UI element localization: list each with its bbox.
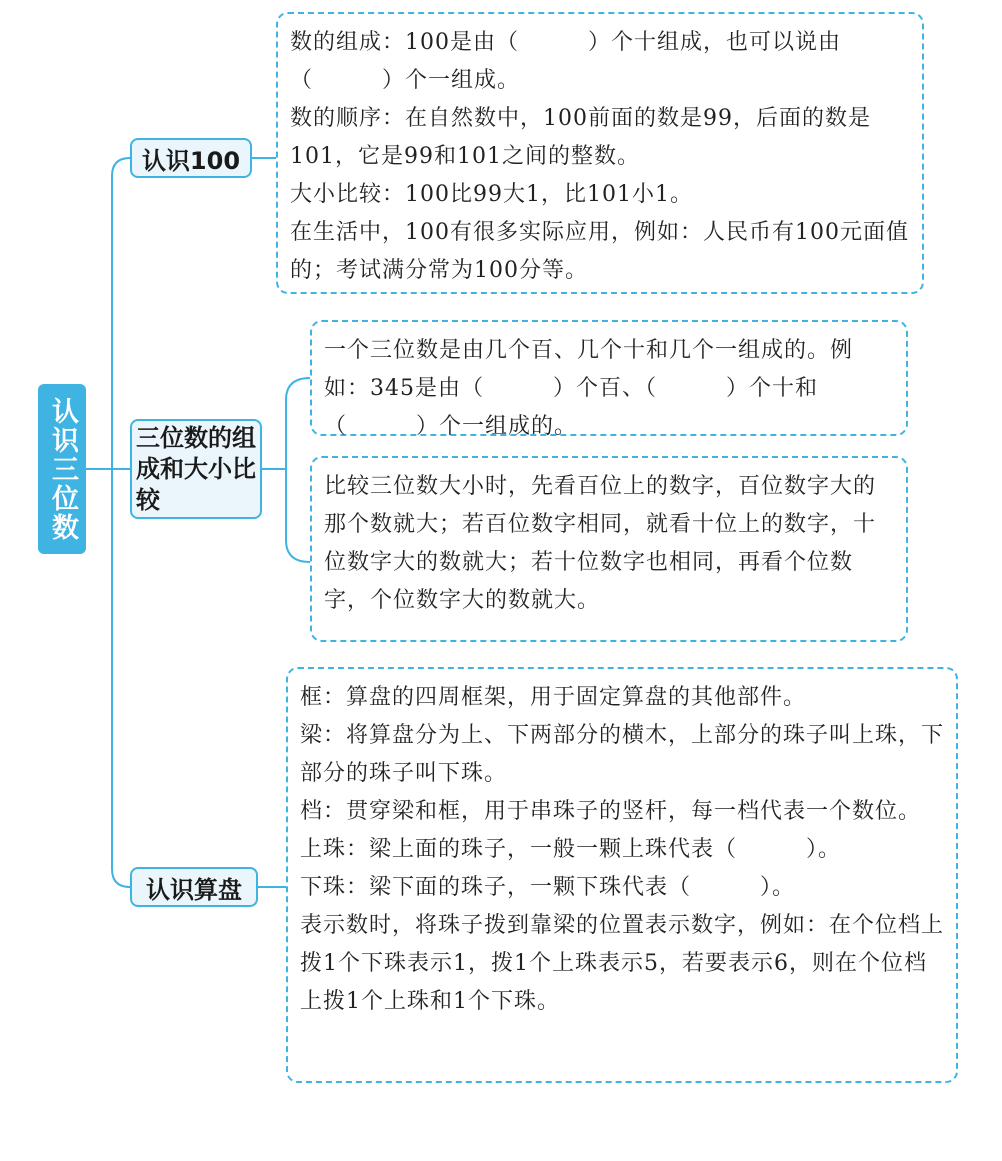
branch-label: 认识算盘 <box>146 875 242 904</box>
note-abacus <box>286 667 958 1083</box>
note-recognize-100 <box>276 12 924 294</box>
branch-2-split <box>286 378 310 562</box>
note-line: 一个三位数是由几个百、几个十和几个一组成的。例如：345是由（ ）个百、（ ）个十和（ ）个一组成的。 <box>324 338 854 439</box>
note-line: 上珠：梁上面的珠子，一般一颗上珠代表（ ）。 <box>300 837 842 862</box>
note-three-digit-comparison <box>310 456 908 642</box>
branch-label: 认识100 <box>141 146 241 175</box>
note-line: 数的顺序：在自然数中，100前面的数是99，后面的数是101，它是99和101之间的整数。 <box>290 106 871 169</box>
note-line: 梁：将算盘分为上、下两部分的横木，上部分的珠子叫上珠，下部分的珠子叫下珠。 <box>300 723 945 786</box>
branch-abacus <box>130 867 258 907</box>
note-line: 比较三位数大小时，先看百位上的数字，百位数字大的那个数就大；若百位数字相同，就看十位上的数字，十位数字大的数就大；若十位数字也相同，再看个位数字，个位数字大的数就大。 <box>324 474 877 613</box>
root-node <box>38 384 86 554</box>
branch-three-digit-composition <box>130 419 262 519</box>
branch-label: 三位数的组成和大小比较 <box>136 423 256 514</box>
note-three-digit-composition <box>310 320 908 439</box>
root-label: 认识三位数 <box>47 396 78 542</box>
note-line: 数的组成：100是由（ ）个十组成，也可以说由（ ）个一组成。 <box>290 30 841 93</box>
note-line: 表示数时，将珠子拨到靠梁的位置表示数字，例如：在个位档上拨1个下珠表示1，拨1个上珠表示5，若要表示6，则在个位档上拨1个上珠和1个下珠。 <box>300 913 945 1014</box>
note-line: 档：贯穿梁和框，用于串珠子的竖杆，每一档代表一个数位。 <box>300 799 922 824</box>
branch-recognize-100 <box>130 138 252 178</box>
note-line: 框：算盘的四周框架，用于固定算盘的其他部件。 <box>300 685 807 710</box>
note-line: 下珠：梁下面的珠子，一颗下珠代表（ ）。 <box>300 875 796 900</box>
note-line: 大小比较：100比99大1，比101小1。 <box>290 182 693 207</box>
trunk-line <box>112 158 130 887</box>
note-line: 在生活中，100有很多实际应用，例如：人民币有100元面值的；考试满分常为100分等。 <box>290 220 909 283</box>
